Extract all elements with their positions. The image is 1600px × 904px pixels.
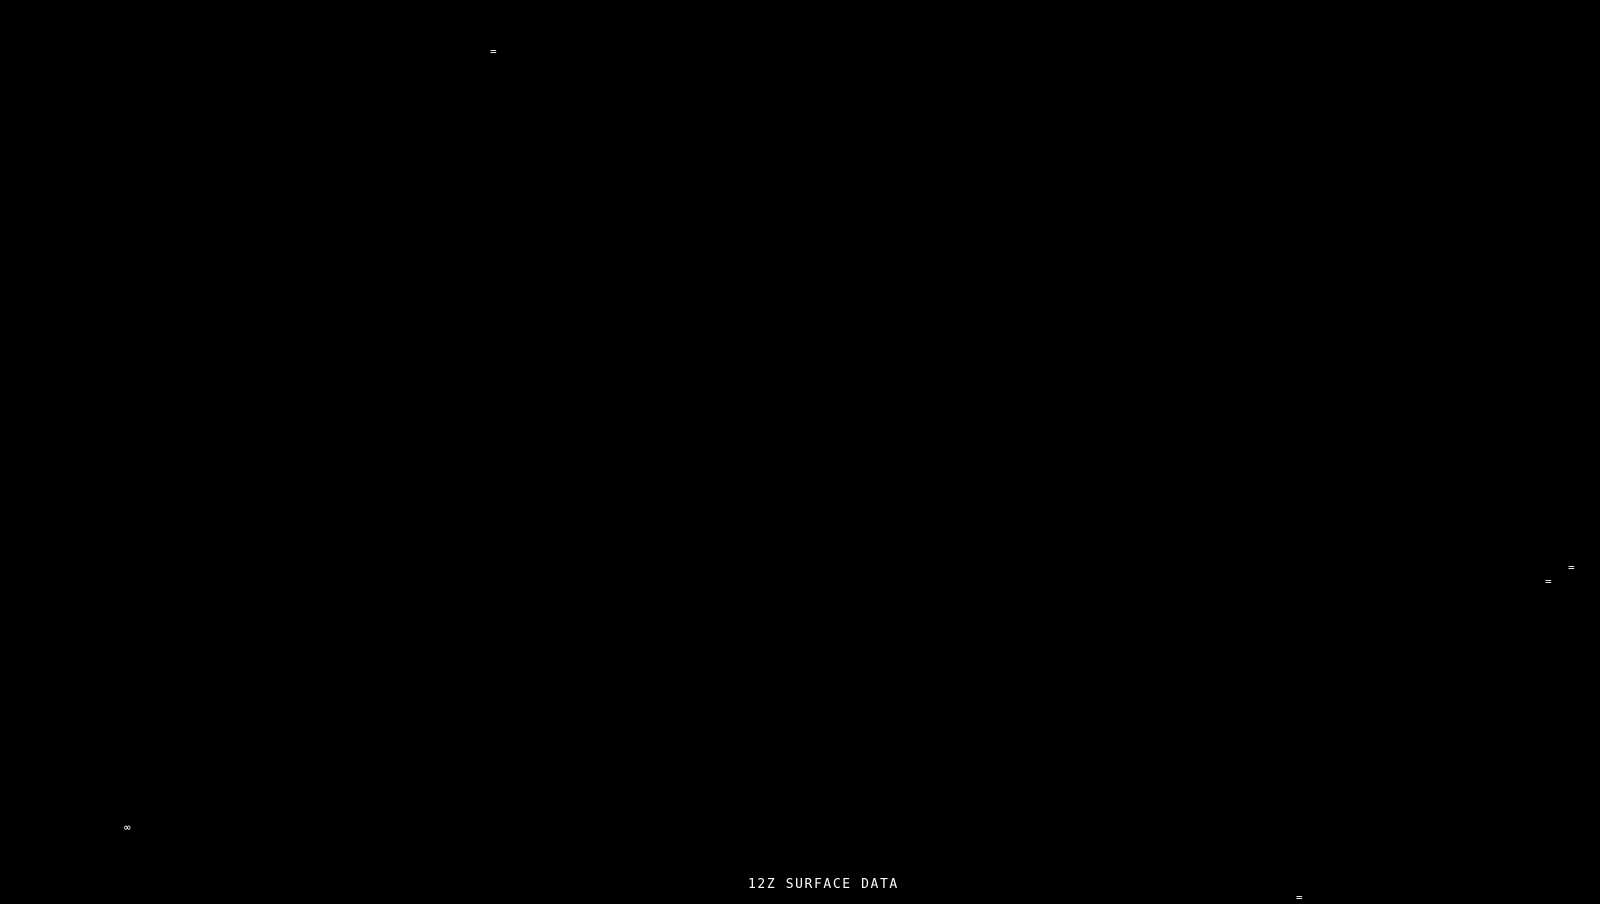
station-mark-infinity: ∞: [124, 821, 132, 834]
station-mark-right-lower: =: [1545, 575, 1553, 588]
station-mark-right-upper: =: [1568, 561, 1576, 574]
station-mark-top: =: [490, 45, 498, 58]
map-caption: 12Z SURFACE DATA: [748, 877, 899, 892]
station-mark-bottom: =: [1296, 891, 1304, 904]
